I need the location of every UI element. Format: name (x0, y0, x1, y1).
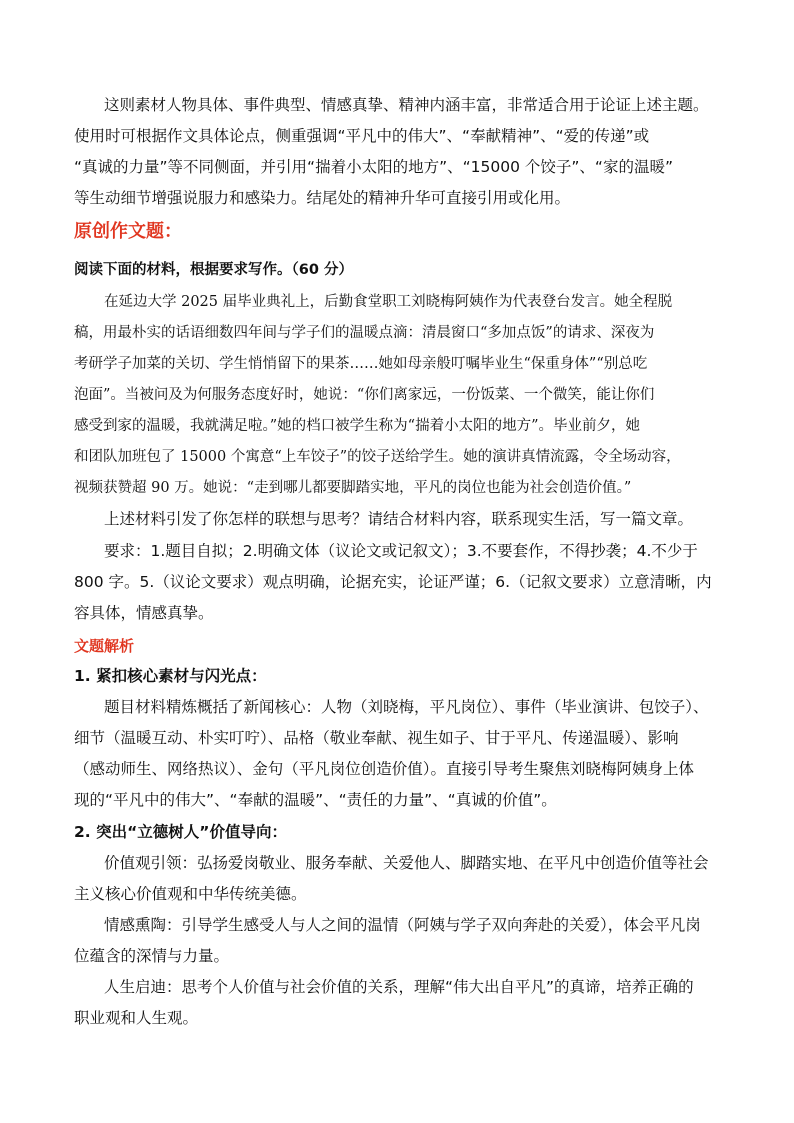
point1-line-3: （感动师生、网络热议）、金句（平凡岗位创造价值）。直接引导考生聚焦刘晓梅阿姨身上体 (74, 760, 695, 778)
requirements-line-3: 容具体，情感真挚。 (74, 604, 214, 622)
point2-line-5: 人生启迪：思考个人价值与社会价值的关系，理解“伟大出自平凡”的真谛，培养正确的 (104, 978, 694, 996)
intro-line-2: 使用时可根据作文具体论点，侧重强调“平凡中的伟大”、“奉献精神”、“爱的传递”或 (74, 127, 650, 145)
point1-line-1: 题目材料精炼概括了新闻核心：人物（刘晓梅，平凡岗位）、事件（毕业演讲、包饺子）、 (104, 698, 709, 716)
point2-line-6: 职业观和人生观。 (74, 1009, 199, 1027)
writing-prompt: 阅读下面的材料，根据要求写作。（60 分） (74, 262, 353, 278)
requirements-line-1: 要求：1.题目自拟；2.明确文体（议论文或记叙文）；3.不要套作，不得抄袭；4.不少于 (104, 542, 698, 560)
point1-title: 1. 紧扣核心素材与闪光点： (74, 667, 267, 685)
task-text: 上述材料引发了你怎样的联想与思考？请结合材料内容，联系现实生活，写一篇文章。 (104, 510, 694, 528)
section-heading: 原创作文题： (74, 221, 182, 242)
material-line-3: 考研学子加菜的关切、学生悄悄留下的果茶……她如母亲般叮嘱毕业生“保重身体”“别总吃 (74, 356, 648, 372)
material-line-5: 感受到家的温暖，我就满足啦。”她的档口被学生称为“揣着小太阳的地方”。毕业前夕，她 (74, 418, 640, 434)
point1-line-4: 现的“平凡中的伟大”、“奉献的温暖”、“责任的力量”、“真诚的价值”。 (74, 791, 557, 809)
point2-title: 2. 突出“立德树人”价值导向： (74, 823, 287, 841)
intro-line-3: “真诚的力量”等不同侧面，并引用“揣着小太阳的地方”、“15000 个饺子”、“家的温暖” (74, 158, 673, 176)
point2-line-2: 主义核心价值观和中华传统美德。 (74, 885, 307, 903)
point2-line-1: 价值观引领：弘扬爱岗敬业、服务奉献、关爱他人、脚踏实地、在平凡中创造价值等社会 (104, 854, 709, 872)
intro-line-4: 等生动细节增强说服力和感染力。结尾处的精神升华可直接引用或化用。 (74, 189, 571, 207)
requirements-line-2: 800 字。5.（议论文要求）观点明确，论据充实，论证严谨；6.（记叙文要求）立意清晰，内 (74, 573, 712, 591)
material-line-1: 在延边大学 2025 届毕业典礼上，后勤食堂职工刘晓梅阿姨作为代表登台发言。她全程脱 (104, 294, 673, 310)
material-line-7: 视频获赞超 90 万。她说：“走到哪儿都要脚踏实地，平凡的岗位也能为社会创造价值。” (74, 480, 632, 496)
intro-line-1: 这则素材人物具体、事件典型、情感真挚、精神内涵丰富，非常适合用于论证上述主题。 (104, 96, 709, 114)
point1-line-2: 细节（温暖互动、朴实叮咛）、品格（敬业奉献、视生如子、甘于平凡、传递温暖）、影响 (74, 729, 679, 747)
material-line-4: 泡面”。当被问及为何服务态度好时，她说：“你们离家远，一份饭菜、一个微笑，能让你们 (74, 387, 655, 403)
analysis-title: 文题解析 (74, 637, 135, 655)
material-line-2: 稿，用最朴实的话语细数四年间与学子们的温暖点滴：清晨窗口“多加点饭”的请求、深夜为 (74, 325, 655, 341)
point2-line-3: 情感熏陶：引导学生感受人与人之间的温情（阿姨与学子双向奔赴的关爱），体会平凡岗 (104, 916, 701, 934)
material-line-6: 和团队加班包了 15000 个寓意“上车饺子”的饺子送给学生。她的演讲真情流露，令全场动容， (74, 449, 681, 465)
point2-line-4: 位蕴含的深情与力量。 (74, 947, 230, 965)
